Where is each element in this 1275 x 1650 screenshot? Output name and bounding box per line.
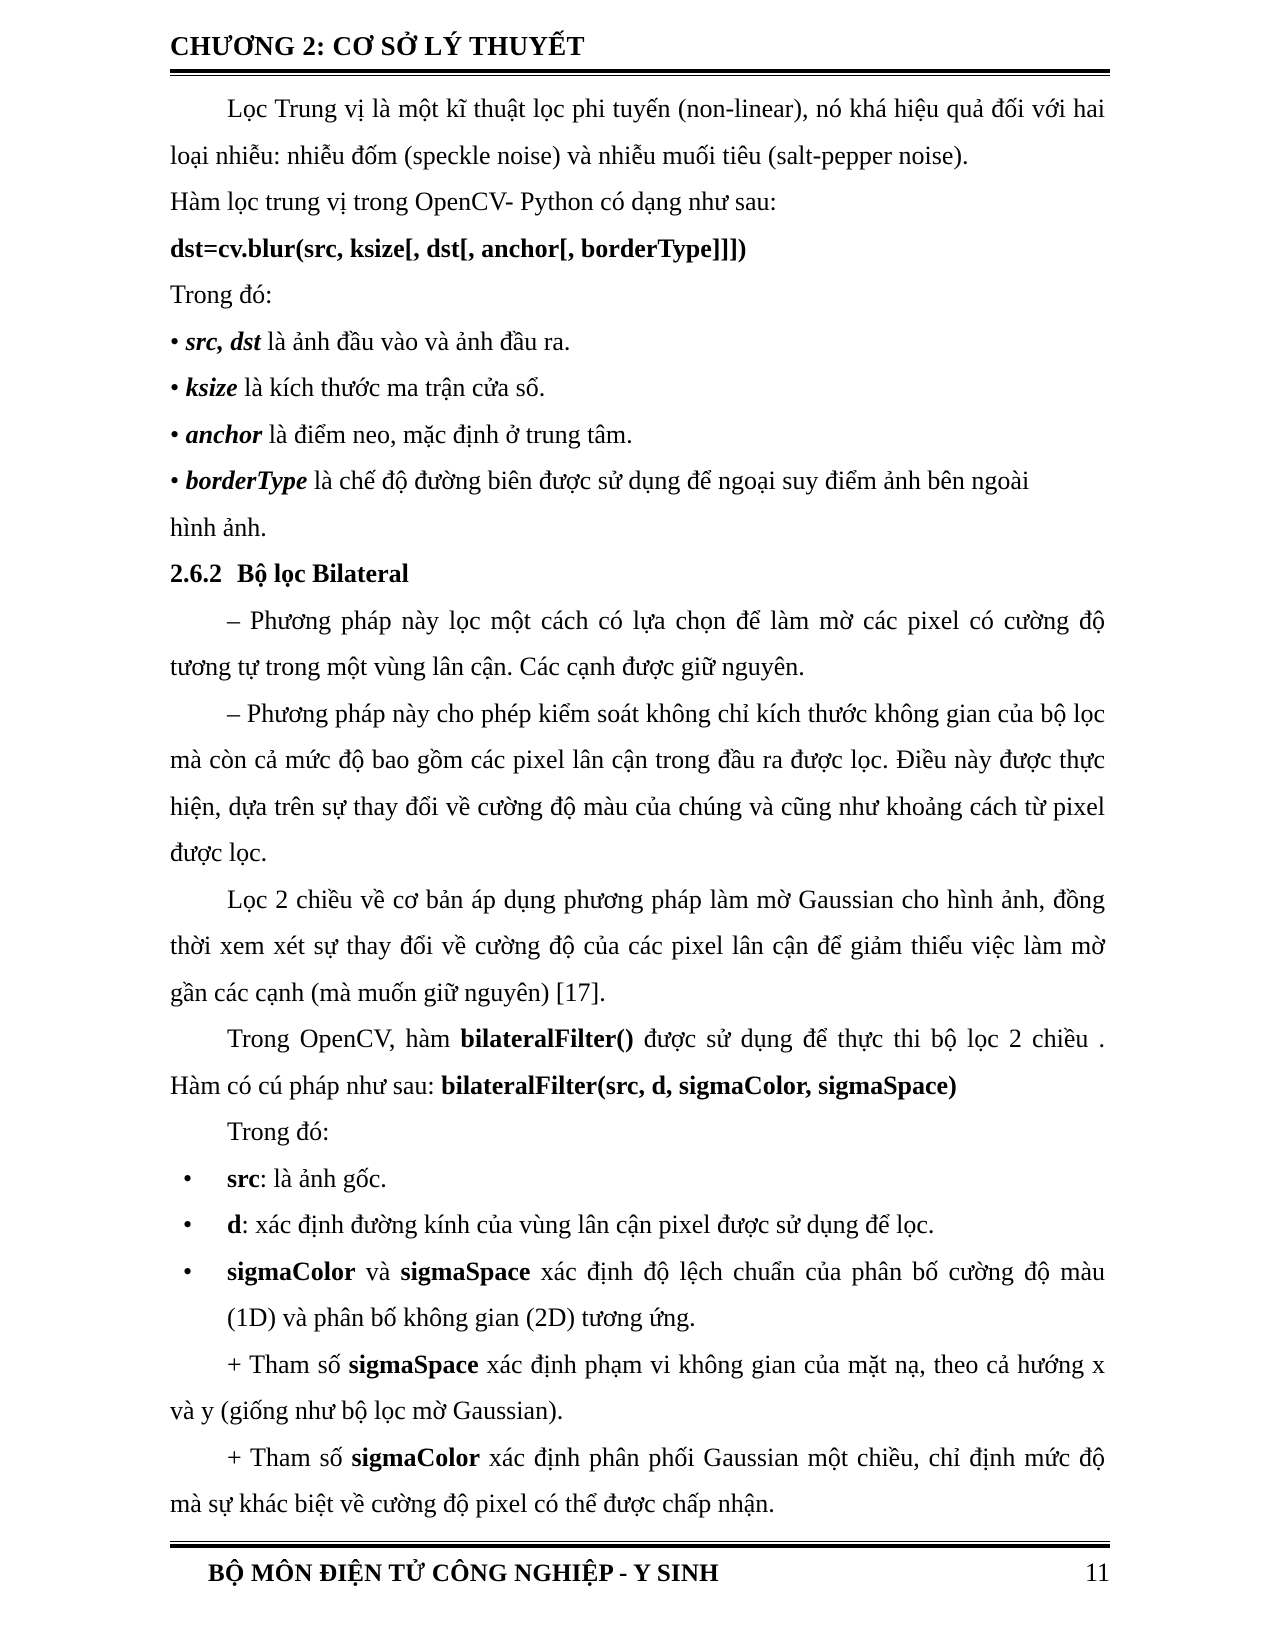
text-run: borderType — [185, 466, 308, 495]
header-rule-thin — [170, 75, 1110, 76]
paragraph — [170, 319, 1105, 366]
list-item — [170, 1156, 1105, 1203]
paragraph — [170, 365, 1105, 412]
footer-rule-thin — [170, 1541, 1110, 1542]
page-number: 11 — [1084, 1558, 1110, 1587]
paragraph — [170, 272, 1105, 319]
paragraph — [170, 877, 1105, 1017]
text-run: – Phương pháp này cho phép kiểm soát không chỉ kích thước không gian của bộ lọc mà còn cả mức độ bao gồm các pixel lân cận trong đầu ra được lọc. Điều này được thực hiện, dựa trên sự thay đổi về cường độ màu của chúng và cũng như khoảng cách từ pixel được lọc. — [170, 698, 1105, 867]
text-run: xác định độ lệch chuẩn của phân bố cường độ màu (1D) và phân bố không gian (2D) tương ứng. — [227, 1256, 1105, 1332]
text-run: Lọc 2 chiều về cơ bản áp dụng phương pháp làm mờ Gaussian cho hình ảnh, đồng thời xem xét sự thay đổi về cường độ của các pixel lân cận để giảm thiểu việc làm mờ gần các cạnh (mà muốn giữ nguyên) [17]. — [170, 884, 1105, 1007]
header-rule-thick — [170, 69, 1110, 73]
bullet-icon: • — [183, 1210, 193, 1239]
paragraph — [170, 1342, 1105, 1435]
section-number: 2.6.2 — [170, 559, 222, 588]
text-run: sigmaColor — [227, 1256, 356, 1286]
paragraph — [170, 1109, 1105, 1156]
text-run: được sử dụng để thực thi bộ lọc 2 chiều . Hàm có cú pháp như sau: — [170, 1024, 1105, 1100]
paragraph — [170, 412, 1105, 459]
text-run: : là ảnh gốc. — [259, 1163, 387, 1193]
list-item-text — [227, 1202, 1105, 1249]
chapter-title: CHƯƠNG 2: CƠ SỞ LÝ THUYẾT — [170, 31, 585, 61]
text-run: Trong đó: — [170, 280, 273, 309]
text-run: d — [227, 1210, 242, 1239]
text-run: xác định phạm vi không gian của mặt nạ, theo cả hướng x và y (giống như bộ lọc mờ Gaussian). — [170, 1349, 1105, 1425]
bullet-icon: • — [183, 1256, 193, 1286]
text-run: anchor — [185, 419, 263, 449]
text-run: Trong OpenCV, hàm — [227, 1024, 461, 1053]
footer-department: BỘ MÔN ĐIỆN TỬ CÔNG NGHIỆP - Y SINH — [208, 1560, 719, 1587]
text-run: • — [170, 466, 186, 495]
text-run: Hàm lọc trung vị trong OpenCV- Python có dạng như sau: — [170, 187, 777, 216]
text-run: + Tham số — [227, 1442, 352, 1472]
text-run: • — [170, 326, 186, 356]
text-run: là ảnh đầu vào và ảnh đầu ra. — [260, 326, 571, 356]
section-heading — [170, 551, 1105, 598]
list-item-text — [227, 1249, 1105, 1342]
text-run: hình ảnh. — [170, 512, 267, 542]
text-run: ksize — [185, 373, 238, 402]
page-header — [170, 30, 1110, 76]
text-run: là chế độ đường biên được sử dụng để ngoại suy điểm ảnh bên ngoài — [307, 466, 1030, 495]
paragraph — [170, 1016, 1105, 1109]
text-run: là kích thước ma trận cửa sổ. — [237, 373, 546, 402]
list-item-text — [227, 1156, 1105, 1203]
text-run: dst=cv.blur(src, ksize[, dst[, anchor[, borderType]]]) — [170, 233, 747, 263]
document-body — [170, 86, 1105, 1528]
text-run: • — [170, 419, 186, 449]
paragraph — [170, 1435, 1105, 1528]
text-run: – Phương pháp này lọc một cách có lựa chọn để làm mờ các pixel có cường độ tương tự trong một vùng lân cận. Các cạnh được giữ nguyên. — [170, 605, 1105, 681]
text-run: src, dst — [185, 326, 261, 356]
text-run: • — [170, 373, 186, 402]
text-run: Lọc Trung vị là một kĩ thuật lọc phi tuyến (non-linear), nó khá hiệu quả đối với hai loại nhiễu: nhiễu đốm (speckle noise) và nhiễu muối tiêu (salt-pepper noise). — [170, 94, 1105, 170]
paragraph — [170, 86, 1105, 179]
text-run: bilateralFilter() — [460, 1024, 634, 1053]
paragraph — [170, 179, 1105, 226]
bullet-icon: • — [183, 1163, 193, 1193]
text-run: bilateralFilter(src, d, sigmaColor, sigmaSpace) — [441, 1070, 957, 1100]
text-run: : xác định đường kính của vùng lân cận pixel được sử dụng để lọc. — [241, 1210, 935, 1239]
text-run: và — [355, 1256, 401, 1286]
text-run: là điểm neo, mặc định ở trung tâm. — [262, 419, 633, 449]
footer-row — [170, 1557, 1110, 1590]
text-run: Trong đó: — [227, 1117, 330, 1146]
paragraph — [170, 598, 1105, 691]
page-footer — [170, 1541, 1110, 1590]
text-run: sigmaSpace — [400, 1256, 531, 1286]
text-run: src — [227, 1163, 260, 1193]
section-label: Bộ lọc Bilateral — [237, 559, 409, 588]
paragraph — [170, 458, 1105, 551]
paragraph — [170, 226, 1105, 273]
text-run: + Tham số — [227, 1349, 349, 1379]
footer-rule-thick — [170, 1544, 1110, 1548]
paragraph — [170, 691, 1105, 877]
text-run: sigmaSpace — [348, 1349, 479, 1379]
list-item — [170, 1202, 1105, 1249]
text-run: sigmaColor — [351, 1442, 481, 1472]
list-item — [170, 1249, 1105, 1342]
text-run: xác định phân phối Gaussian một chiều, chỉ định mức độ mà sự khác biệt về cường độ pixel có thể được chấp nhận. — [170, 1442, 1105, 1518]
